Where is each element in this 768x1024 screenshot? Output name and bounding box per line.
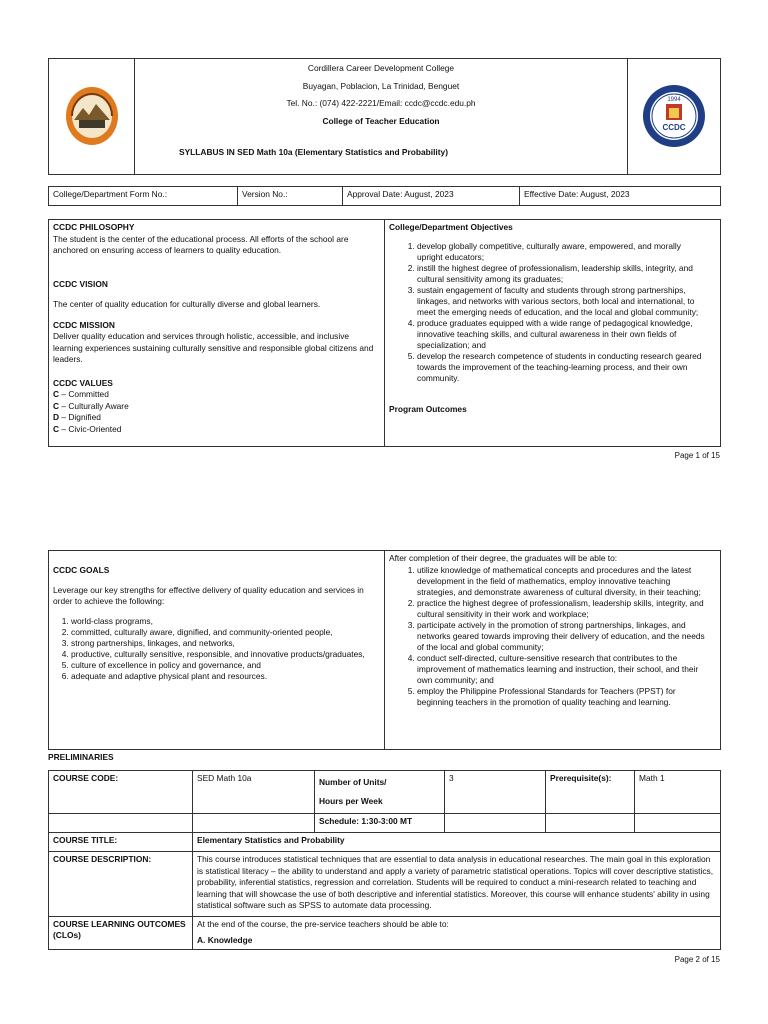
goal-item: 5. culture of excellence in policy and governance, and [71,660,380,671]
units-label: Number of Units/ Hours per Week [315,771,445,814]
left-logo-cell [49,59,135,175]
value-item: C – Culturally Aware [53,400,129,411]
goal-item: 2. committed, culturally aware, dignified, and community-oriented people, [71,627,380,638]
seal-text: CCDC [662,122,686,132]
course-code-label: COURSE CODE: [49,771,193,814]
outcomes-list [389,565,710,708]
outcome-item: 1. utilize knowledge of mathematical concepts and procedures and the latest development in the field of mathematics, employ innovative teaching strategies, and demonstrate awareness of cultural diversity, in their teaching; [417,565,710,598]
outcomes-column [385,551,721,750]
college-name: Cordillera Career Development College [307,63,455,73]
version-cell: Version No.: [238,187,343,206]
preliminaries-heading: PRELIMINARIES [48,752,114,762]
objective-item: 3. sustain engagement of faculty and students through strong partnerships, linkages, and networks with various sectors, both local and international, to meet the emerging needs of education, and the local and global community; [417,285,708,318]
goals-column [49,551,385,750]
outcome-item: 3. participate actively in the promotion of strong partnerships, linkages, and networks geared towards improving their delivery of education, and the needs of the local and global community; [417,620,710,653]
goals-outcomes-table [48,550,721,750]
empty-cell [445,814,546,833]
approval-date-cell: Approval Date: August, 2023 [343,187,520,206]
header-text-cell [135,59,628,175]
empty-cell [49,814,193,833]
units-value: 3 [445,771,546,814]
empty-cell [635,814,721,833]
objective-item: 5. develop the research competence of students in conducting research geared towards the improvement of the teaching-learning process, and their own community. [417,351,708,384]
outcomes-intro: After completion of their degree, the graduates will be able to: [389,553,618,563]
effective-date-cell: Effective Date: August, 2023 [520,187,721,206]
philosophy-column [49,220,385,447]
objectives-list [389,241,708,384]
value-item: D – Dignified [53,412,101,422]
course-title-label: COURSE TITLE: [49,833,193,852]
vision-heading: CCDC VISION [53,278,108,289]
philosophy-heading: CCDC PHILOSOPHY [53,222,135,232]
objectives-heading: College/Department Objectives [389,222,513,232]
college-seal-logo [65,86,119,146]
page-number: Page 2 of 15 [674,955,720,964]
teacher-education-seal-logo [642,84,706,148]
goal-item: 3. strong partnerships, linkages, and networks, [71,638,380,649]
clo-cell [193,916,721,949]
value-item: C – Committed [53,389,109,399]
objective-item: 2. instill the highest degree of professionalism, leadership skills, integrity, and cultural sensitivity among its graduates; [417,263,708,285]
clo-label: COURSE LEARNING OUTCOMES (CLOs) [49,916,193,949]
goal-item: 4. productive, culturally sensitive, responsible, and innovative products/graduates, [71,649,380,660]
empty-cell [546,814,635,833]
college-contact: Tel. No.: (074) 422-2221/Email: ccdc@ccdc.edu.ph [286,98,476,108]
syllabus-title: SYLLABUS IN SED Math 10a (Elementary Statistics and Probability) [179,147,448,157]
outcome-item: 5. employ the Philippine Professional Standards for Teachers (PPST) for beginning teachers in the promotion of quality teaching and learning. [417,686,710,708]
objective-item: 1. develop globally competitive, culturally aware, empowered, and morally upright educators; [417,241,708,263]
college-address: Buyagan, Poblacion, La Trinidad, Benguet [302,80,460,91]
mission-heading: CCDC MISSION [53,319,115,330]
philosophy-objectives-table [48,219,721,447]
department-name: College of Teacher Education [322,115,440,126]
header-table [48,58,721,175]
goals-heading: CCDC GOALS [53,565,110,575]
outcome-item: 4. conduct self-directed, culture-sensitive research that contributes to the improvement of mathematics learning and instruction, their school, and their own community; and [417,653,710,686]
goals-intro: Leverage our key strengths for effective delivery of quality education and services in order to achieve the following: [53,584,364,606]
goal-item: 6. adequate and adaptive physical plant and resources. [71,671,380,682]
values-heading: CCDC VALUES [53,377,113,388]
objective-item: 4. produce graduates equipped with a wide range of pedagogical knowledge, innovative teaching skills, and cultural awareness in their own fields of specialization; and [417,318,708,351]
course-description-value: This course introduces statistical techniques that are essential to data analysis in educational researches. The main goal in this exploration is statistical literacy – the ability to understand and apply a variety of parametric statistical operations. Topics will cover descriptive statistics, probability, inferential statistics, regression and correlation. Students will be required to conduct a mini-research related to teaching and learning that will showcase the use of both descriptive and inferential statistics. Moreover, this course will enhance students' ability in using statistical software such as SPSS to automate data processing. [193,852,721,917]
empty-cell [193,814,315,833]
outcome-item: 2. practice the highest degree of professionalism, leadership skills, integrity, and cultural sensitivity in their work and workplace; [417,598,710,620]
course-title-value: Elementary Statistics and Probability [193,833,721,852]
right-logo-cell [628,59,721,175]
prerequisite-label: Prerequisite(s): [546,771,635,814]
mission-text: Deliver quality education and services through holistic, accessible, and inclusive learning experiences sustaining culturally sensitive and responsible global citizens and leaders. [53,331,374,364]
clo-knowledge-heading: A. Knowledge [197,935,253,945]
schedule-cell: Schedule: 1:30-3:00 MT [315,814,445,833]
clo-intro: At the end of the course, the pre-service teachers should be able to: [197,918,449,929]
goal-item: 1. world-class programs, [71,616,380,627]
prerequisite-value: Math 1 [635,771,721,814]
philosophy-text: The student is the center of the educational process. All efforts of the school are anchored on ensuring access of learners to quality education. [53,233,349,255]
value-item: C – Civic-Oriented [53,423,122,434]
seal-year: 1994 [667,96,681,103]
form-info-table [48,186,721,206]
vision-text: The center of quality education for culturally diverse and global learners. [53,299,321,309]
form-number-cell: College/Department Form No.: [49,187,238,206]
course-description-label: COURSE DESCRIPTION: [49,852,193,917]
program-outcomes-heading: Program Outcomes [389,403,467,414]
objectives-column [385,220,721,447]
course-code-value: SED Math 10a [193,771,315,814]
course-info-table [48,770,721,950]
page-number: Page 1 of 15 [674,451,720,460]
goals-list [53,616,380,682]
